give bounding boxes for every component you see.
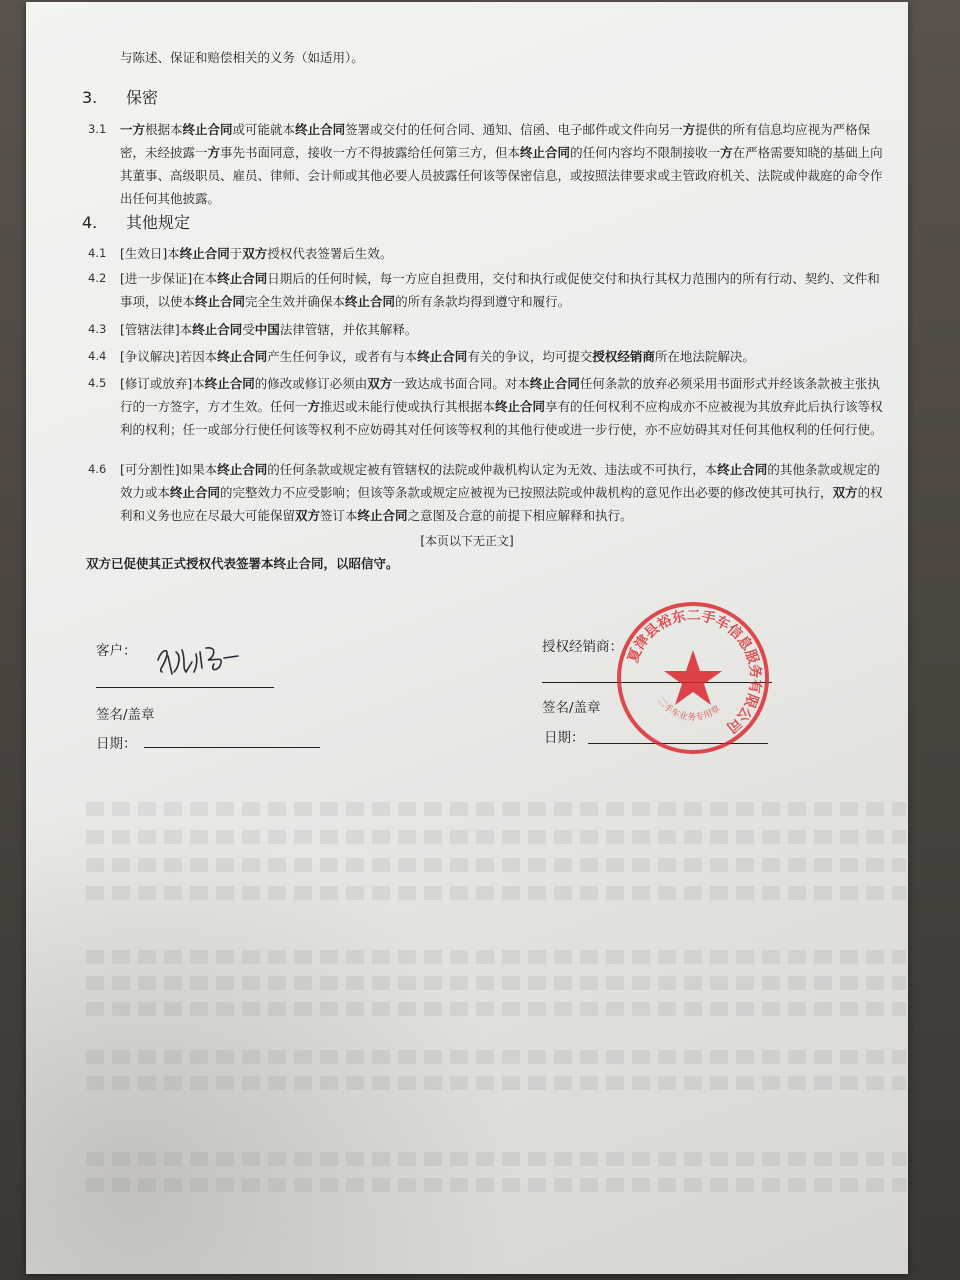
customer-date-label: 日期： xyxy=(96,736,137,752)
dealer-label: 授权经销商： xyxy=(542,639,623,655)
text-run: [管辖法律]本 xyxy=(120,322,193,337)
bold-term: 终止合同 xyxy=(520,145,571,160)
bold-term: 终止合同 xyxy=(417,349,468,364)
text-run: 享有的任何权利不应构成亦不应被视为其放弃此后执行该等权利的权利；任一或部分行使任何该等权利不应妨碍其对任何该等权利的其他行使或进一步行使，亦不应妨碍其对任何其他权利的任何行使。 xyxy=(120,399,883,437)
text-run: 签订本 xyxy=(320,508,358,523)
text-run: 任何条款的放弃必须采用书面形式并经该条款被主张执行的一方签字，方才生效。任何一 xyxy=(120,376,880,414)
bold-term: 双方 xyxy=(86,556,112,571)
text-run: 日期后的任何时候，每一方应自担费用，交付和执行或促使交付和执行其权力范围内的所有行动、契约、文件和事项，以使本 xyxy=(120,271,880,309)
clause-text xyxy=(120,267,886,313)
text-run: 提供的所有信息均应视为严格保密，未经披露一 xyxy=(120,122,871,160)
clause-text xyxy=(120,242,886,265)
clause-text xyxy=(120,345,886,368)
text-run: [争议解决]若因本 xyxy=(120,349,218,364)
clause-number: 3.1 xyxy=(88,122,107,136)
bold-term: 一方 xyxy=(120,122,146,137)
bold-term: 终止合同 xyxy=(179,246,230,261)
section-number: 3. xyxy=(82,88,98,107)
text-run: 或可能就本 xyxy=(232,122,296,137)
clause-number: 4.3 xyxy=(88,322,107,336)
section-title: 其他规定 xyxy=(126,213,191,232)
bold-term: 终止合同 xyxy=(192,322,243,337)
bold-term: 终止合同 xyxy=(357,508,408,523)
text-run: 推迟或未能行使或执行其根据本 xyxy=(320,399,496,414)
bold-term: 双方 xyxy=(242,246,268,261)
bold-term: 方 xyxy=(682,122,696,137)
text-run: 的其他条款或规定的效力或本 xyxy=(120,462,880,500)
bold-term: 双方 xyxy=(295,508,321,523)
bold-term: ，以昭信守。 xyxy=(323,556,399,571)
seal-star-icon xyxy=(664,650,722,705)
text-run: [生效日]本 xyxy=(120,246,180,261)
text-run: [可分割性]如果本 xyxy=(120,462,218,477)
text-run: 授权代表签署后生效。 xyxy=(267,246,393,261)
clause-number: 4.2 xyxy=(88,271,107,285)
seal-graphic xyxy=(613,598,773,758)
text-run: [修订或放弃]本 xyxy=(120,376,205,391)
company-seal-stamp xyxy=(613,598,773,758)
customer-signature-line xyxy=(96,687,274,688)
clause-text xyxy=(120,372,886,441)
text-run: 事先书面同意，接收一方不得披露给任何第三方，但本 xyxy=(220,145,521,160)
text-run: 一致达成书面合同。对本 xyxy=(392,376,530,391)
text-run: 于 xyxy=(229,246,243,261)
text-run: 的修改或修订必须由 xyxy=(254,376,368,391)
end-of-text-note: [本页以下无正文] xyxy=(420,534,514,548)
text-run: 签署或交付的任何合同、通知、信函、电子邮件或文件向另一 xyxy=(345,122,683,137)
dealer-sign-seal-label: 签名/盖章 xyxy=(542,700,601,716)
clause-number: 4.5 xyxy=(88,376,107,390)
bold-term: 终止合同 xyxy=(717,462,768,477)
bold-term: 终止合同 xyxy=(495,399,546,414)
seal-company-name: 夏津县裕东二手车信息服务有限公司 xyxy=(625,607,764,736)
text-run: 的任何条款或规定被有管辖权的法院或仲裁机构认定为无效、违法或不可执行，本 xyxy=(267,462,718,477)
text-run: 已促使其正式授权代表签署本 xyxy=(111,556,274,571)
clause-text xyxy=(120,118,886,210)
bold-term: 双方 xyxy=(832,485,858,500)
bold-term: 双方 xyxy=(367,376,393,391)
bold-term: 终止合同 xyxy=(529,376,580,391)
bold-term: 终止合同 xyxy=(273,556,324,571)
text-run: 的任何内容均不限制接收一 xyxy=(570,145,721,160)
bold-term: 终止合同 xyxy=(170,485,221,500)
continued-text: 与陈述、保证和赔偿相关的义务（如适用）。 xyxy=(120,50,364,65)
customer-date-line xyxy=(144,747,320,748)
section-title: 保密 xyxy=(126,88,159,107)
bold-term: 方 xyxy=(307,399,321,414)
document-content xyxy=(26,2,908,1274)
text-run: 所在地法院解决。 xyxy=(654,349,755,364)
text-run: 有关的争议，均可提交 xyxy=(467,349,593,364)
signature-drawing xyxy=(152,638,252,678)
text-run: 完全生效并确保本 xyxy=(245,294,346,309)
section-number: 4. xyxy=(82,213,98,232)
bold-term: 终止合同 xyxy=(217,271,268,286)
clause-number: 4.6 xyxy=(88,462,107,476)
bold-term: 终止合同 xyxy=(182,122,233,137)
text-run: 的所有条款均得到遵守和履行。 xyxy=(395,294,571,309)
bold-term: 终止合同 xyxy=(295,122,346,137)
dealer-date-label: 日期： xyxy=(544,730,585,746)
section-heading xyxy=(82,211,190,234)
text-run: 受 xyxy=(242,322,255,337)
text-run: 的完整效力不应受影响；但该等条款或规定应被视为已按照法院或仲裁机构的意见作出必要的修改使其可执行， xyxy=(220,485,833,500)
clause-number: 4.4 xyxy=(88,349,107,363)
bold-term: 授权经销商 xyxy=(592,349,655,364)
customer-sign-seal-label: 签名/盖章 xyxy=(96,707,155,723)
seal-inner-text: 二手车业务专用章 xyxy=(654,696,723,724)
bold-term: 中国 xyxy=(254,322,280,337)
bold-term: 方 xyxy=(720,145,733,160)
text-run: 在严格需要知晓的基础上向其董事、高级职员、雇员、律师、会计师或其他必要人员披露任何该等保密信息，或按照法律要求或主管政府机关、法院或仲裁庭的命令作出任何其他披露。 xyxy=(120,145,883,206)
bold-term: 终止合同 xyxy=(217,462,268,477)
clause-text xyxy=(120,318,886,341)
bold-term: 终止合同 xyxy=(217,349,268,364)
document-page xyxy=(26,2,908,1274)
text-run: 法律管辖，并依其解释。 xyxy=(279,322,418,337)
bold-term: 终止合同 xyxy=(195,294,246,309)
text-run: 产生任何争议，或者有与本 xyxy=(267,349,418,364)
text-run: [进一步保证]在本 xyxy=(120,271,218,286)
text-run: 根据本 xyxy=(145,122,183,137)
closing-statement xyxy=(86,552,399,575)
clause-number: 4.1 xyxy=(88,246,107,260)
customer-label: 客户： xyxy=(96,643,137,659)
bold-term: 终止合同 xyxy=(204,376,255,391)
bold-term: 终止合同 xyxy=(345,294,396,309)
customer-handwritten-signature xyxy=(152,638,252,685)
text-run: 的权利和义务也应在尽最大可能保留 xyxy=(120,485,883,523)
text-run: 之意图及合意的前提下相应解释和执行。 xyxy=(407,508,633,523)
bold-term: 方 xyxy=(207,145,221,160)
clause-text xyxy=(120,458,886,527)
section-heading xyxy=(82,86,158,109)
